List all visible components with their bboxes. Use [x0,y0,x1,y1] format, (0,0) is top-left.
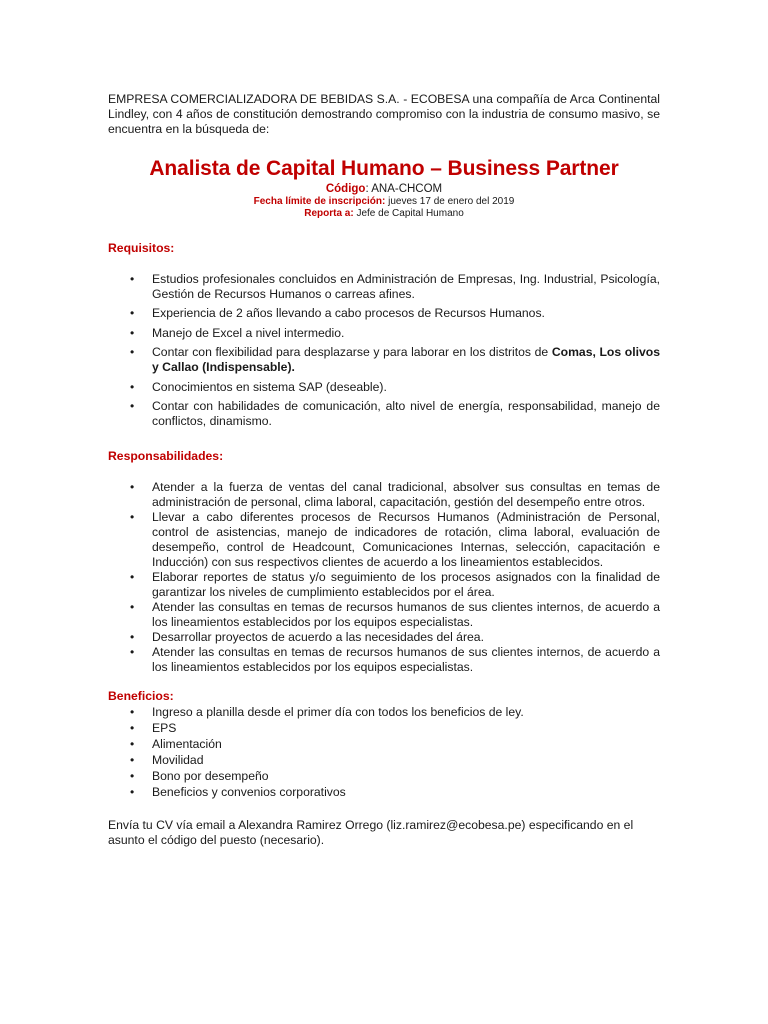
intro-paragraph: EMPRESA COMERCIALIZADORA DE BEBIDAS S.A. - ECOBESA una compañía de Arca Continental Lindley, con 4 años de constitución demostrando compromiso con la industria de consumo masivo, se encuentra en la búsqueda de: [108,92,660,136]
job-code-line: Código: ANA-CHCOM [325,183,443,195]
deadline-value: jueves 17 de enero del 2019 [388,195,515,207]
bullet-icon: • [130,379,135,394]
document-page [108,92,660,848]
bullet-icon: • [130,271,135,286]
bullet-icon: • [130,737,135,751]
bullet-icon: • [130,570,135,584]
deadline-label: Fecha límite de inscripción: [253,195,386,207]
bullet-icon: • [130,721,135,735]
job-code-value: ANA-CHCOM [371,183,443,195]
bullet-icon: • [130,753,135,767]
reports-to-label: Reporta a: [304,208,354,219]
list-item: • Ingreso a planilla desde el primer día con todos los beneficios de ley. [130,705,524,719]
bullet-icon: • [130,306,135,320]
list-item: • EPS [130,721,177,735]
job-title: Analista de Capital Humano – Business Partner [149,157,619,180]
list-item: • Conocimientos en sistema SAP (deseable). [130,379,387,394]
list-item: • Movilidad [130,753,204,767]
beneficios-list [108,705,660,800]
bullet-icon: • [130,345,135,359]
bullet-icon: • [130,630,135,644]
bullet-icon: • [130,399,135,413]
bullet-icon: • [130,769,135,783]
bullet-icon: • [130,645,135,659]
list-item: • Contar con habilidades de comunicación, alto nivel de energía, responsabilidad, manejo de conflictos, dinamismo. [130,399,660,428]
list-item: • Experiencia de 2 años llevando a cabo procesos de Recursos Humanos. [130,306,545,320]
list-item: • Bono por desempeño [130,769,269,783]
beneficios-heading: Beneficios: [108,689,174,703]
reports-to-line [108,208,660,221]
list-item: • Beneficios y convenios corporativos [130,785,346,799]
requisitos-heading: Requisitos: [108,240,175,255]
list-item: • Llevar a cabo diferentes procesos de Recursos Humanos (Administración de Personal, control de asistencias, manejo de indicadores de rotación, clima laboral, evaluación de desempeño, control de Headcount, Comunicaciones Internas, selección, capacitación e Inducción) con sus respectivos clientes de acuerdo a los lineamientos establecidos. [130,510,660,569]
bullet-icon: • [130,785,135,799]
job-code-label: Código [325,183,366,195]
list-item: • Alimentación [130,737,222,751]
list-item: • Atender las consultas en temas de recursos humanos de sus clientes internos, de acuerdo a los lineamientos establecidos por los equipos especialistas. [130,645,660,674]
bullet-icon: • [130,325,135,340]
districts-bold: Comas, Los olivos y Callao (Indispensable). [152,345,660,374]
list-item: • Contar con flexibilidad para desplazarse y para laborar en los distritos de Comas, Los olivos y Callao (Indispensable). [130,345,660,374]
requisitos-list [108,272,660,430]
deadline-line [108,196,660,209]
bullet-icon: • [130,705,135,719]
responsabilidades-heading: Responsabilidades: [108,449,224,463]
bullet-icon: • [130,510,135,524]
responsabilidades-list [108,480,660,675]
list-item: • Elaborar reportes de status y/o seguimiento de los procesos asignados con la finalidad de garantizar los niveles de cumplimiento establecidos por el área. [130,570,660,599]
list-item: • Estudios profesionales concluidos en Administración de Empresas, Ing. Industrial, Psicología, Gestión de Recursos Humanos o carreas afines. [130,271,660,301]
reports-to-value: Jefe de Capital Humano [356,208,464,219]
list-item: • Desarrollar proyectos de acuerdo a las necesidades del área. [130,630,484,644]
bullet-icon: • [130,600,135,614]
list-item: • Atender las consultas en temas de recursos humanos de sus clientes internos, de acuerdo a los lineamientos establecidos por los equipos especialistas. [130,600,660,629]
list-item: • Atender a la fuerza de ventas del canal tradicional, absolver sus consultas en temas de administración de personal, clima laboral, capacitación, gestión del desempeño entre otros. [130,480,660,509]
closing-paragraph: Envía tu CV vía email a Alexandra Ramirez Orrego (liz.ramirez@ecobesa.pe) especificando en el asunto el código del puesto (necesario). [108,818,634,847]
list-item: • Manejo de Excel a nivel intermedio. [130,325,345,340]
bullet-icon: • [130,480,135,494]
